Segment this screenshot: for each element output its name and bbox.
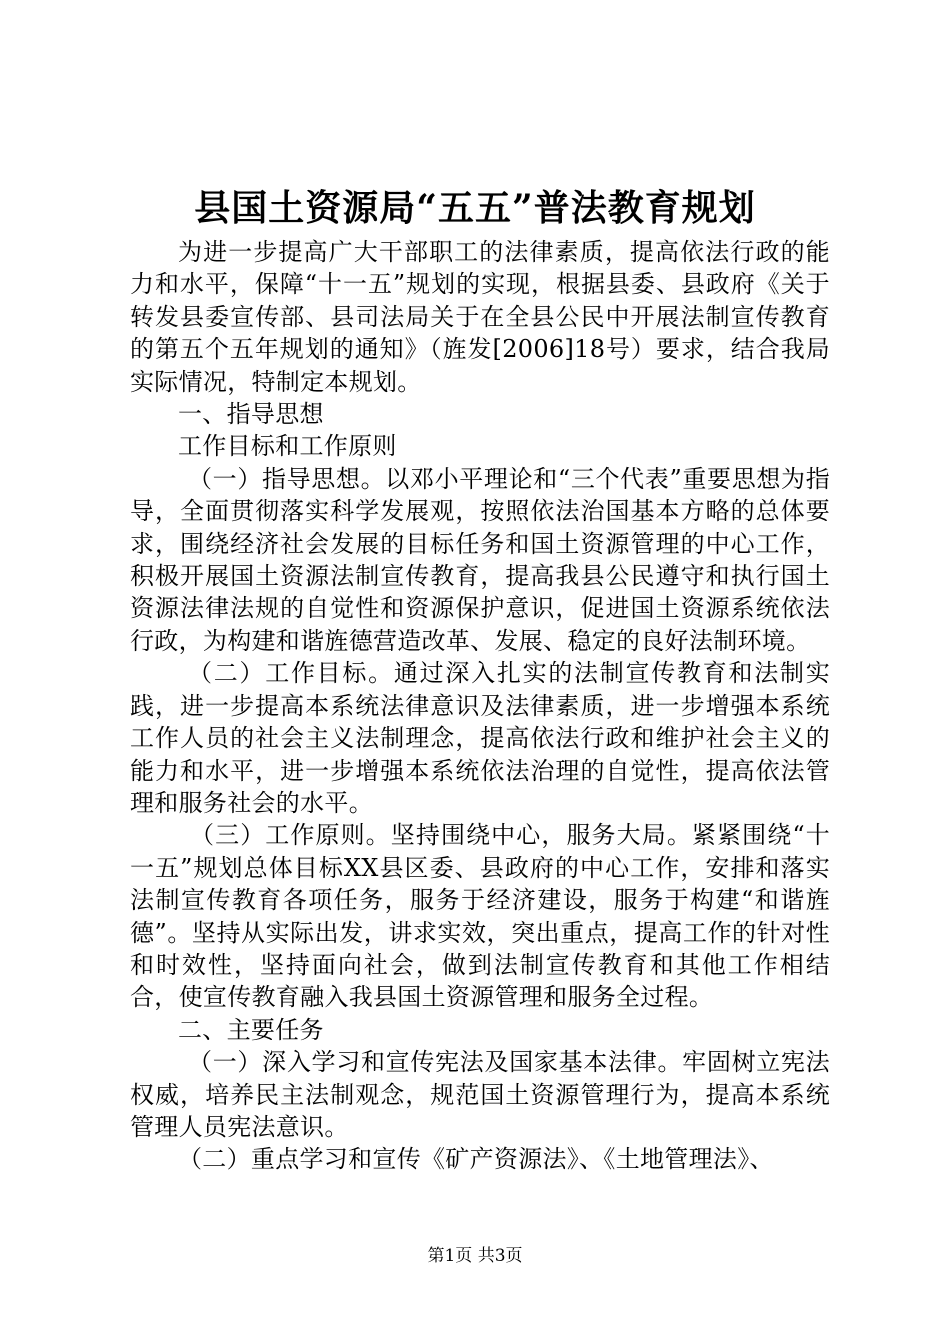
paragraph-work-goals: （二）工作目标。通过深入扎实的法制宣传教育和法制实践，进一步提高本系统法律意识及法律素质，进一步增强本系统工作人员的社会主义法制理念，提高依法行政和维护社会主义的能力和水平，进一步增强本系统依法治理的自觉性，提高依法管理和服务社会的水平。	[130, 659, 830, 817]
subheading-goals-principles: 工作目标和工作原则	[178, 432, 397, 461]
paragraph-guiding-ideology: （一）指导思想。以邓小平理论和“三个代表”重要思想为指导，全面贯彻落实科学发展观，按照依法治国基本方略的总体要求，围绕经济社会发展的目标任务和国土资源管理的中心工作，积极开展国土资源法制宣传教育，提高我县公民遵守和执行国土资源法律法规的自觉性和资源保护意识，促进国土资源系统依法行政，为构建和谐旌德营造改革、发展、稳定的良好法制环境。	[130, 464, 830, 655]
paragraph-task-two: （二）重点学习和宣传《矿产资源法》、《土地管理法》、	[178, 1145, 774, 1174]
section-heading-guiding-ideology: 一、指导思想	[178, 400, 324, 429]
document-body	[130, 236, 830, 1176]
page-footer: 第1页 共3页	[427, 1246, 523, 1266]
intro-paragraph: 为进一步提高广大干部职工的法律素质，提高依法行政的能力和水平，保障“十一五”规划的实现，根据县委、县政府《关于转发县委宣传部、县司法局关于在全县公民中开展法制宣传教育的第五个五年规划的通知》（旌发[2006]18号）要求，结合我局实际情况，特制定本规划。	[130, 238, 830, 396]
paragraph-task-one: （一）深入学习和宣传宪法及国家基本法律。牢固树立宪法权威，培养民主法制观念，规范国土资源管理行为，提高本系统管理人员宪法意识。	[130, 1048, 830, 1141]
document-title: 县国土资源局“五五”普法教育规划	[194, 187, 756, 229]
section-heading-main-tasks: 二、主要任务	[178, 1015, 324, 1044]
paragraph-work-principles: （三）工作原则。坚持围绕中心，服务大局。紧紧围绕“十一五”规划总体目标XX县区委、县政府的中心工作，安排和落实法制宣传教育各项任务，服务于经济建设，服务于构建“和谐旌德”。坚持从实际出发，讲求实效，突出重点，提高工作的针对性和时效性，坚持面向社会，做到法制宣传教育和其他工作相结合，使宣传教育融入我县国土资源管理和服务全过程。	[130, 821, 830, 1012]
